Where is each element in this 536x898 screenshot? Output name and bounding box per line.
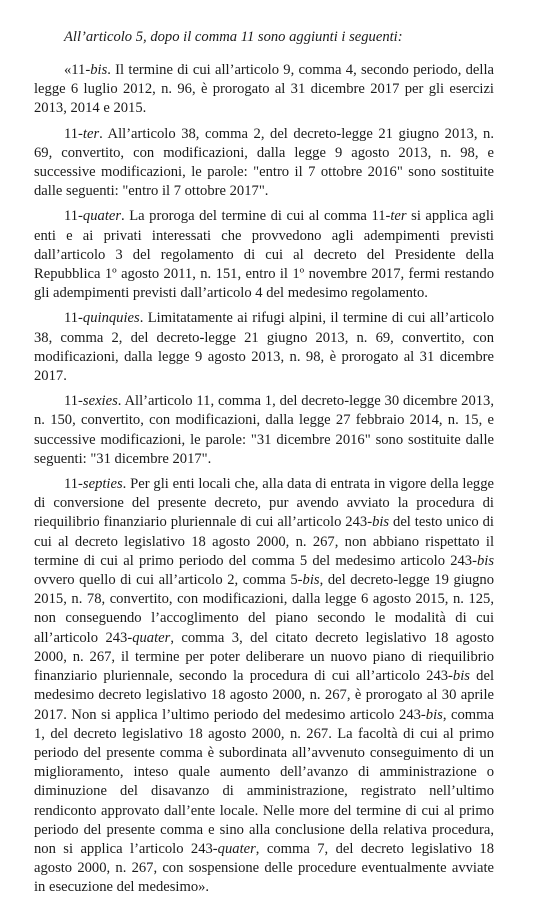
paragraph-body-part: , comma 3, del citato decreto legislativo 18 agosto 2000, n. 267, il termine per poter deliberare un nuovo piano di riequilibrio finanziario pluriennale, secondo la procedura di cui all’articolo 243-	[34, 629, 494, 685]
paragraph-11-ter	[34, 125, 494, 202]
paragraph-prefix: 11-	[64, 208, 83, 225]
paragraph-prefix: «11-	[64, 62, 91, 78]
paragraph-body-italic: quater	[217, 840, 256, 857]
paragraph-11-bis	[34, 61, 494, 119]
paragraph-body-italic: bis	[476, 552, 494, 569]
paragraph-body-part: . La proroga del termine di cui al comma 11-	[121, 208, 391, 225]
paragraph-prefix-italic: septies	[82, 476, 123, 493]
paragraph-11-sexies	[34, 392, 494, 469]
paragraph-body-part: , comma 7, del decreto legislativo 18 agosto 2000, n. 267, con sospensione delle procedure eventualmente avviate in esecuzione del medesimo».	[34, 840, 494, 896]
paragraph-body-italic: bis	[452, 668, 470, 685]
paragraph-body: . Limitatamente ai rifugi alpini, il termine di cui all’articolo 38, comma 2, del decreto-legge 21 giugno 2013, n. 69, convertito, con modificazioni, dalla legge 9 agosto 2013, n. 98, è prorogato al 31 dicembre 2017.	[34, 310, 494, 385]
paragraph-prefix: 11-	[64, 125, 83, 142]
intro-line: All’articolo 5, dopo il comma 11 sono aggiunti i seguenti:	[64, 29, 403, 45]
paragraph-body: . All’articolo 11, comma 1, del decreto-legge 30 dicembre 2013, n. 150, convertito, con modificazioni, dalla legge 27 febbraio 2014, n. 15, e successive modificazioni, le parole: "31 dicembre 2016" sono sostituite dalle seguenti: "31 dicembre 2017".	[34, 393, 494, 467]
paragraph-prefix-italic: bis	[90, 62, 108, 78]
paragraph-body-part: ovvero quello di cui all’articolo 2, comma 5-	[34, 572, 303, 589]
paragraph-prefix-italic: ter	[82, 125, 100, 142]
paragraph-11-quater	[34, 207, 494, 303]
paragraph-body-part: si applica agli enti e ai privati interessati che provvedono agli adempimenti previsti dall’articolo 3 del regolamento di cui al decreto del Presidente della Repubblica 1º agosto 2011, n. 151, entro il 1º novembre 2017, fermi restando gli adempimenti previsti dall’articolo 4 del medesimo regolamento.	[34, 208, 494, 302]
paragraph-body-part: del medesimo decreto legislativo 18 agosto 2000, n. 267, è prorogato al 30 aprile 2017. Non si applica l’ultimo periodo del medesimo articolo 243-	[34, 668, 495, 723]
paragraph-body-italic: quater	[132, 629, 171, 646]
paragraph-prefix-italic: quinquies	[82, 310, 140, 327]
paragraph-body-italic: bis	[302, 572, 320, 589]
paragraph-body-part: del testo unico di cui al decreto legislativo 18 agosto 2000, n. 267, non abbiano rispettato il termine di cui al primo periodo del comma 5 del medesimo articolo 243-	[34, 514, 494, 569]
paragraph-body-part: , del decreto-legge 19 giugno 2015, n. 78, convertito, con modificazioni, dalla legge 6 agosto 2015, n. 125, non conseguendo l’accoglimento del piano secondo le modalità di cui all’articolo 243-	[34, 572, 495, 646]
paragraph-11-septies	[34, 475, 494, 897]
paragraph-body: . Il termine di cui all’articolo 9, comma 4, secondo periodo, della legge 6 luglio 2012, n. 96, è prorogato al 31 dicembre 2017 per gli esercizi 2013, 2014 e 2015.	[34, 62, 494, 117]
paragraph-prefix: 11-	[64, 310, 83, 327]
paragraph-body-italic: ter	[390, 208, 407, 225]
paragraph-body: . All’articolo 38, comma 2, del decreto-legge 21 giugno 2013, n. 69, convertito, con modificazioni, dalla legge 9 agosto 2013, n. 98, e successive modificazioni, le parole: "entro il 7 ottobre 2016" sono sostituite dalle seguenti: "entro il 7 ottobre 2017".	[34, 125, 494, 200]
paragraph-11-quinquies	[34, 309, 494, 386]
paragraph-prefix: 11-	[64, 476, 83, 493]
paragraph-body-part: , comma 1, del decreto legislativo 18 agosto 2000, n. 267. La facoltà di cui al primo periodo del presente comma è subordinata all’avvenuto conseguimento di un miglioramento, inteso quale aumento dell’avanzo di amministrazione o diminuzione del disavanzo di amministrazione, registrato nell’ultimo rendiconto approvato dall’ente locale. Nelle more del termine di cui al primo periodo del presente comma e sino alla conclusione della relativa procedura, non si applica l’articolo 243-	[34, 706, 494, 857]
paragraph-prefix: 11-	[64, 393, 83, 410]
paragraph-prefix-italic: sexies	[82, 393, 118, 410]
paragraph-body-italic: bis	[372, 514, 390, 531]
paragraph-body-part: . Per gli enti locali che, alla data di entrata in vigore della legge di conversione del presente decreto, pur avendo avviato la procedura di riequilibrio finanziario pluriennale di cui all’articolo 243-	[34, 476, 494, 531]
paragraph-prefix-italic: quater	[82, 208, 122, 225]
paragraph-body-italic: bis	[425, 706, 443, 723]
